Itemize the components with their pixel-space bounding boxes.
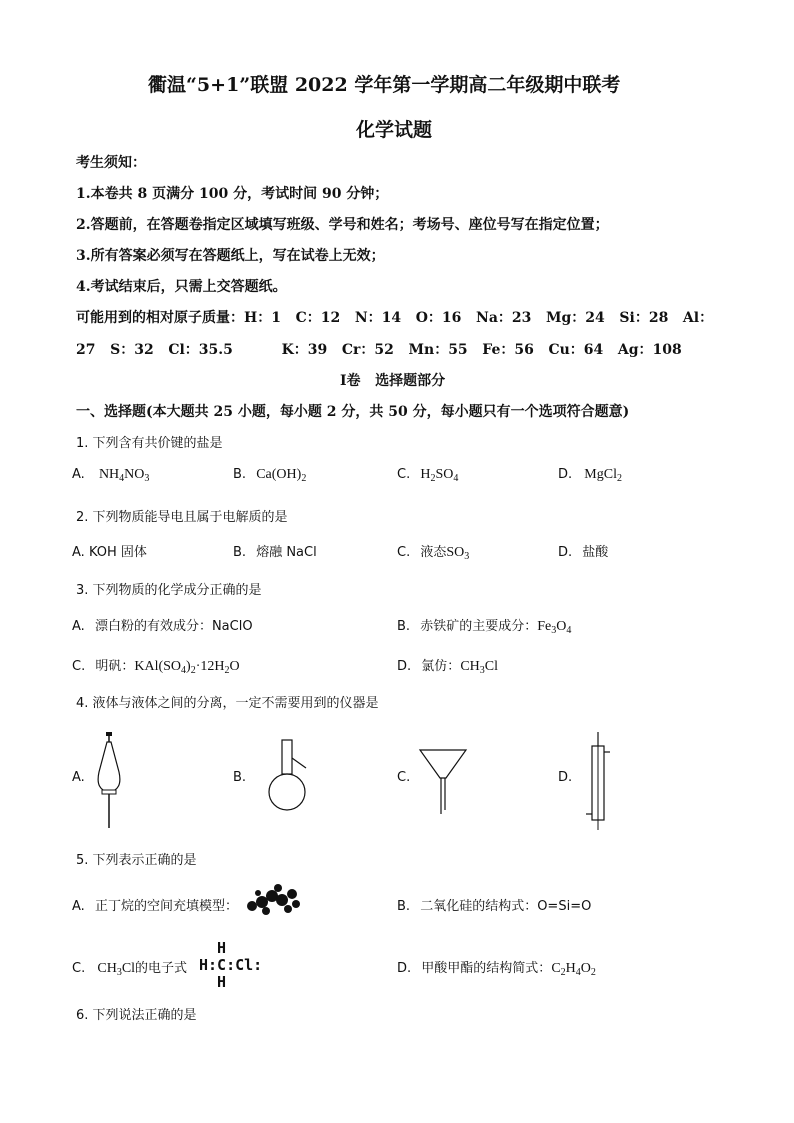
formula: $NH_4NO_3$ [98, 467, 150, 484]
notice-item: 2.答题前，在答题卷指定区域填写班级、学号和姓名；考场号、座位号写在指定位置； [76, 217, 609, 233]
option-b[interactable]: B. 熔融 NaCl [233, 545, 317, 560]
atomic-mass-line: 27 S：32 Cl：35.5 K：39 Cr：52 Mn：55 Fe：56 Cu：64 Ag：108 [76, 342, 682, 358]
option-d[interactable]: D. MgCl$_2$ [558, 467, 622, 484]
question-stem: 6. 下列说法正确的是 [76, 1008, 197, 1023]
question-stem: 1. 下列含有共价键的盐是 [76, 436, 223, 451]
option-a[interactable]: A. KOH 固体 [72, 545, 147, 560]
option-a[interactable]: A. 漂白粉的有效成分：NaClO [72, 619, 253, 634]
space-filling-model-icon [244, 880, 302, 920]
distillation-flask-icon [262, 740, 322, 812]
atomic-mass-line: 可能用到的相对原子质量：H：1 C：12 N：14 O：16 Na：23 Mg：24 Si：28 Al： [76, 310, 714, 326]
exam-subtitle: 化学试题 [356, 119, 433, 141]
option-b[interactable]: B. 赤铁矿的主要成分：$Fe_3O_4$ [397, 619, 572, 636]
question-stem: 4. 液体与液体之间的分离，一定不需要用到的仪器是 [76, 696, 379, 711]
question-stem: 5. 下列表示正确的是 [76, 853, 197, 868]
formula: $Ca(OH)_2$ [256, 467, 307, 484]
option-c[interactable]: C. $CH_3Cl$的电子式 [72, 961, 188, 978]
funnel-icon [418, 748, 468, 816]
formula: $C_2H_4O_2$ [551, 961, 596, 978]
notice-heading: 考生须知： [76, 155, 146, 171]
formula: $CH_3Cl$ [460, 659, 498, 676]
option-d[interactable]: D. 甲酸甲酯的结构简式：$C_2H_4O_2$ [397, 961, 596, 978]
formula: $SO_3$ [446, 545, 470, 562]
notice-item: 1.本卷共 8 页满分 100 分，考试时间 90 分钟； [76, 186, 389, 202]
option-d[interactable]: D. 氯仿：$CH_3Cl$ [397, 659, 498, 676]
option-d[interactable]: D. 盐酸 [558, 545, 609, 560]
formula: $H_2SO_4$ [420, 467, 459, 484]
option-c[interactable]: C. 明矾：$KAl(SO_4)_2\cdot 12H_2O$ [72, 659, 240, 676]
notice-item: 3.所有答案必须写在答题纸上，写在试卷上无效； [76, 248, 385, 264]
question-stem: 3. 下列物质的化学成分正确的是 [76, 583, 262, 598]
condenser-icon [584, 732, 614, 832]
option-b[interactable]: B. 二氧化硅的结构式：O=Si=O [397, 899, 592, 914]
option-a[interactable]: A. $NH_4NO_3$ [72, 467, 150, 484]
option-a[interactable]: A. 正丁烷的空间充填模型： [72, 899, 238, 914]
formula: MgCl$_2$ [584, 467, 622, 484]
lewis-structure: H H:C:Cl: H [199, 939, 263, 991]
option-c[interactable]: C. [397, 770, 411, 785]
option-d[interactable]: D. [558, 770, 573, 785]
option-a[interactable]: A. [72, 770, 85, 785]
formula: $CH_3Cl$ [97, 961, 136, 978]
exam-title: 衢温“5+1”联盟 2022 学年第一学期高二年级期中联考 [148, 74, 621, 96]
option-b[interactable]: B. [233, 770, 247, 785]
question-stem: 2. 下列物质能导电且属于电解质的是 [76, 510, 288, 525]
option-b[interactable]: B. $Ca(OH)_2$ [233, 467, 307, 484]
part-title: Ⅰ卷 选择题部分 [340, 373, 446, 389]
notice-item: 4.考试结束后，只需上交答题纸。 [76, 279, 287, 295]
formula: $Fe_3O_4$ [537, 619, 572, 636]
separatory-funnel-icon [90, 732, 130, 832]
section-heading: 一、选择题(本大题共 25 小题，每小题 2 分，共 50 分，每小题只有一个选项符合题意) [76, 404, 630, 420]
option-c[interactable]: C. 液态$SO_3$ [397, 545, 470, 562]
option-c[interactable]: C. $H_2SO_4$ [397, 467, 459, 484]
formula: $KAl(SO_4)_2\cdot 12H_2O$ [134, 659, 240, 676]
